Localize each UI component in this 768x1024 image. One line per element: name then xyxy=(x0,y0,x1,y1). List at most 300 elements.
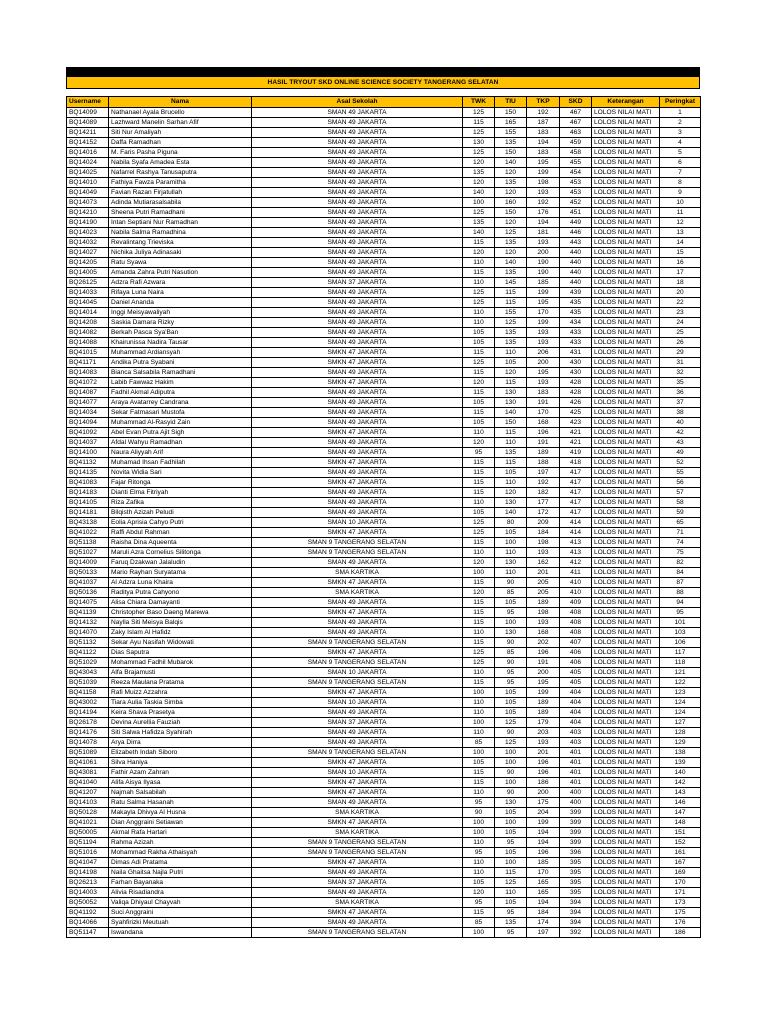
cell-skd: 459 xyxy=(560,138,592,148)
cell-nama: Nafarrel Rashya Tanusaputra xyxy=(109,168,252,178)
cell-skd: 417 xyxy=(560,508,592,518)
cell-nama: Bianca Salsabila Ramadhani xyxy=(109,368,252,378)
cell-keterangan: LOLOS NILAI MATI xyxy=(592,708,660,718)
cell-tkp: 189 xyxy=(527,698,560,708)
cell-twk: 115 xyxy=(463,768,495,778)
cell-keterangan: LOLOS NILAI MATI xyxy=(592,678,660,688)
cell-asal-sekolah: SMAN 49 JAKARTA xyxy=(252,488,463,498)
cell-asal-sekolah: SMAN 9 TANGERANG SELATAN xyxy=(252,748,463,758)
cell-peringkat: 5 xyxy=(660,148,701,158)
cell-tkp: 193 xyxy=(527,328,560,338)
cell-keterangan: LOLOS NILAI MATI xyxy=(592,378,660,388)
cell-skd: 410 xyxy=(560,588,592,598)
cell-keterangan: LOLOS NILAI MATI xyxy=(592,758,660,768)
cell-twk: 110 xyxy=(463,838,495,848)
cell-asal-sekolah: SMKN 47 JAKARTA xyxy=(252,648,463,658)
cell-nama: Riza Zafika xyxy=(109,498,252,508)
cell-twk: 140 xyxy=(463,188,495,198)
cell-nama: Nathanael Ayala Brucello xyxy=(109,108,252,118)
cell-peringkat: 9 xyxy=(660,188,701,198)
cell-tkp: 174 xyxy=(527,918,560,928)
cell-peringkat: 29 xyxy=(660,348,701,358)
cell-tiu: 130 xyxy=(495,628,527,638)
cell-peringkat: 22 xyxy=(660,298,701,308)
cell-peringkat: 52 xyxy=(660,458,701,468)
cell-keterangan: LOLOS NILAI MATI xyxy=(592,518,660,528)
cell-nama: Bilqisth Azizah Peludi xyxy=(109,508,252,518)
cell-tkp: 199 xyxy=(527,288,560,298)
cell-skd: 405 xyxy=(560,668,592,678)
cell-peringkat: 14 xyxy=(660,238,701,248)
cell-twk: 115 xyxy=(463,468,495,478)
cell-asal-sekolah: SMA KARTIKA xyxy=(252,568,463,578)
table-row xyxy=(67,108,701,118)
cell-asal-sekolah: SMAN 9 TANGERANG SELATAN xyxy=(252,848,463,858)
cell-twk: 110 xyxy=(463,318,495,328)
cell-tkp: 176 xyxy=(527,208,560,218)
cell-asal-sekolah: SMAN 49 JAKARTA xyxy=(252,188,463,198)
cell-skd: 455 xyxy=(560,158,592,168)
cell-tiu: 135 xyxy=(495,338,527,348)
cell-asal-sekolah: SMAN 49 JAKARTA xyxy=(252,168,463,178)
table-row xyxy=(67,318,701,328)
cell-skd: 408 xyxy=(560,618,592,628)
cell-keterangan: LOLOS NILAI MATI xyxy=(592,268,660,278)
cell-keterangan: LOLOS NILAI MATI xyxy=(592,458,660,468)
cell-peringkat: 101 xyxy=(660,618,701,628)
cell-peringkat: 128 xyxy=(660,728,701,738)
cell-asal-sekolah: SMKN 47 JAKARTA xyxy=(252,858,463,868)
cell-tkp: 200 xyxy=(527,788,560,798)
cell-nama: Rifaya Luna Naira xyxy=(109,288,252,298)
cell-username: BQ41040 xyxy=(67,778,109,788)
cell-nama: Muhamad Ihsan Fadhilah xyxy=(109,458,252,468)
cell-username: BQ14077 xyxy=(67,398,109,408)
cell-skd: 411 xyxy=(560,568,592,578)
cell-tiu: 80 xyxy=(495,518,527,528)
table-row xyxy=(67,178,701,188)
cell-nama: Silva Haniya xyxy=(109,758,252,768)
cell-twk: 115 xyxy=(463,238,495,248)
cell-nama: M. Faris Pasha Piguna xyxy=(109,148,252,158)
cell-tiu: 100 xyxy=(495,818,527,828)
cell-tiu: 105 xyxy=(495,528,527,538)
cell-tkp: 196 xyxy=(527,428,560,438)
cell-tiu: 155 xyxy=(495,128,527,138)
table-row xyxy=(67,468,701,478)
cell-tiu: 150 xyxy=(495,148,527,158)
cell-peringkat: 12 xyxy=(660,218,701,228)
cell-twk: 110 xyxy=(463,668,495,678)
cell-peringkat: 167 xyxy=(660,858,701,868)
cell-skd: 433 xyxy=(560,338,592,348)
cell-skd: 395 xyxy=(560,888,592,898)
cell-tkp: 191 xyxy=(527,658,560,668)
cell-nama: Mario Rayhan Suryatama xyxy=(109,568,252,578)
cell-twk: 105 xyxy=(463,758,495,768)
cell-tkp: 200 xyxy=(527,248,560,258)
cell-asal-sekolah: SMAN 49 JAKARTA xyxy=(252,338,463,348)
cell-peringkat: 11 xyxy=(660,208,701,218)
cell-peringkat: 143 xyxy=(660,788,701,798)
cell-asal-sekolah: SMAN 49 JAKARTA xyxy=(252,118,463,128)
cell-peringkat: 148 xyxy=(660,818,701,828)
cell-skd: 394 xyxy=(560,918,592,928)
cell-skd: 412 xyxy=(560,558,592,568)
cell-twk: 115 xyxy=(463,488,495,498)
cell-nama: Rahma Azizah xyxy=(109,838,252,848)
cell-peringkat: 129 xyxy=(660,738,701,748)
cell-nama: Naila Ghaitsa Najla Putri xyxy=(109,868,252,878)
cell-skd: 467 xyxy=(560,108,592,118)
cell-peringkat: 127 xyxy=(660,718,701,728)
table-row xyxy=(67,458,701,468)
cell-nama: Saskia Damara Rizky xyxy=(109,318,252,328)
cell-skd: 395 xyxy=(560,868,592,878)
cell-tkp: 162 xyxy=(527,558,560,568)
cell-username: BQ14183 xyxy=(67,488,109,498)
cell-tiu: 125 xyxy=(495,318,527,328)
header-black-bar xyxy=(66,67,700,77)
col-header-tkp: TKP xyxy=(527,97,560,108)
cell-twk: 110 xyxy=(463,858,495,868)
cell-peringkat: 84 xyxy=(660,568,701,578)
cell-username: BQ14073 xyxy=(67,198,109,208)
cell-skd: 435 xyxy=(560,308,592,318)
cell-username: BQ14049 xyxy=(67,188,109,198)
cell-nama: Nichika Juliya Adinasaki xyxy=(109,248,252,258)
cell-username: BQ41061 xyxy=(67,758,109,768)
cell-tkp: 185 xyxy=(527,858,560,868)
table-row xyxy=(67,348,701,358)
cell-tkp: 199 xyxy=(527,688,560,698)
cell-tiu: 85 xyxy=(495,648,527,658)
table-row xyxy=(67,698,701,708)
cell-keterangan: LOLOS NILAI MATI xyxy=(592,808,660,818)
cell-tiu: 115 xyxy=(495,288,527,298)
cell-nama: Iswandana xyxy=(109,928,252,938)
cell-nama: Dias Saputra xyxy=(109,648,252,658)
cell-twk: 110 xyxy=(463,428,495,438)
cell-tiu: 100 xyxy=(495,538,527,548)
cell-tiu: 95 xyxy=(495,928,527,938)
cell-username: BQ51016 xyxy=(67,848,109,858)
cell-keterangan: LOLOS NILAI MATI xyxy=(592,428,660,438)
cell-nama: Muhammad Al-Rasyid Zain xyxy=(109,418,252,428)
cell-username: BQ14045 xyxy=(67,298,109,308)
cell-skd: 403 xyxy=(560,728,592,738)
cell-tiu: 100 xyxy=(495,618,527,628)
cell-peringkat: 171 xyxy=(660,888,701,898)
cell-username: BQ51039 xyxy=(67,678,109,688)
cell-keterangan: LOLOS NILAI MATI xyxy=(592,208,660,218)
cell-tiu: 110 xyxy=(495,888,527,898)
table-row xyxy=(67,298,701,308)
cell-username: BQ26213 xyxy=(67,878,109,888)
cell-username: BQ51138 xyxy=(67,538,109,548)
cell-skd: 405 xyxy=(560,678,592,688)
cell-peringkat: 15 xyxy=(660,248,701,258)
table-row xyxy=(67,688,701,698)
cell-keterangan: LOLOS NILAI MATI xyxy=(592,648,660,658)
cell-asal-sekolah: SMKN 47 JAKARTA xyxy=(252,788,463,798)
cell-asal-sekolah: SMKN 47 JAKARTA xyxy=(252,378,463,388)
cell-username: BQ14208 xyxy=(67,318,109,328)
cell-tiu: 150 xyxy=(495,208,527,218)
cell-peringkat: 40 xyxy=(660,418,701,428)
cell-username: BQ14032 xyxy=(67,238,109,248)
cell-keterangan: LOLOS NILAI MATI xyxy=(592,328,660,338)
cell-nama: Ratu Salma Hasanah xyxy=(109,798,252,808)
cell-tkp: 192 xyxy=(527,108,560,118)
cell-twk: 85 xyxy=(463,918,495,928)
cell-keterangan: LOLOS NILAI MATI xyxy=(592,338,660,348)
cell-skd: 404 xyxy=(560,688,592,698)
cell-nama: Siti Nur Amaliyah xyxy=(109,128,252,138)
cell-tiu: 150 xyxy=(495,418,527,428)
table-row xyxy=(67,618,701,628)
cell-tkp: 192 xyxy=(527,198,560,208)
cell-twk: 110 xyxy=(463,788,495,798)
cell-twk: 115 xyxy=(463,478,495,488)
cell-tiu: 135 xyxy=(495,138,527,148)
table-row xyxy=(67,858,701,868)
cell-peringkat: 25 xyxy=(660,328,701,338)
cell-tiu: 150 xyxy=(495,108,527,118)
table-row xyxy=(67,558,701,568)
cell-asal-sekolah: SMAN 9 TANGERANG SELATAN xyxy=(252,838,463,848)
cell-tkp: 197 xyxy=(527,468,560,478)
cell-peringkat: 1 xyxy=(660,108,701,118)
cell-keterangan: LOLOS NILAI MATI xyxy=(592,128,660,138)
cell-twk: 135 xyxy=(463,168,495,178)
cell-tkp: 198 xyxy=(527,608,560,618)
cell-peringkat: 124 xyxy=(660,698,701,708)
cell-keterangan: LOLOS NILAI MATI xyxy=(592,858,660,868)
cell-nama: Muhammad Ardiansyah xyxy=(109,348,252,358)
cell-tiu: 90 xyxy=(495,768,527,778)
cell-peringkat: 55 xyxy=(660,468,701,478)
cell-asal-sekolah: SMAN 9 TANGERANG SELATAN xyxy=(252,548,463,558)
table-row xyxy=(67,738,701,748)
table-row xyxy=(67,928,701,938)
cell-skd: 451 xyxy=(560,208,592,218)
cell-tiu: 105 xyxy=(495,598,527,608)
cell-skd: 406 xyxy=(560,648,592,658)
cell-tiu: 120 xyxy=(495,168,527,178)
cell-username: BQ41037 xyxy=(67,578,109,588)
cell-peringkat: 4 xyxy=(660,138,701,148)
cell-nama: Alisa Chiara Damayanti xyxy=(109,598,252,608)
cell-skd: 404 xyxy=(560,718,592,728)
cell-nama: Daniel Ananda xyxy=(109,298,252,308)
cell-tiu: 85 xyxy=(495,588,527,598)
cell-skd: 439 xyxy=(560,288,592,298)
cell-asal-sekolah: SMKN 47 JAKARTA xyxy=(252,688,463,698)
cell-keterangan: LOLOS NILAI MATI xyxy=(592,728,660,738)
cell-username: BQ43081 xyxy=(67,768,109,778)
cell-tkp: 194 xyxy=(527,828,560,838)
cell-tiu: 125 xyxy=(495,718,527,728)
cell-twk: 110 xyxy=(463,698,495,708)
cell-asal-sekolah: SMKN 47 JAKARTA xyxy=(252,528,463,538)
cell-keterangan: LOLOS NILAI MATI xyxy=(592,138,660,148)
cell-twk: 95 xyxy=(463,448,495,458)
cell-nama: Fajar Ritonga xyxy=(109,478,252,488)
cell-asal-sekolah: SMKN 47 JAKARTA xyxy=(252,608,463,618)
cell-username: BQ14075 xyxy=(67,598,109,608)
cell-asal-sekolah: SMAN 49 JAKARTA xyxy=(252,258,463,268)
cell-skd: 399 xyxy=(560,828,592,838)
cell-username: BQ50128 xyxy=(67,808,109,818)
cell-nama: Reeza Maulana Pratama xyxy=(109,678,252,688)
table-row xyxy=(67,908,701,918)
cell-keterangan: LOLOS NILAI MATI xyxy=(592,258,660,268)
table-row xyxy=(67,538,701,548)
cell-nama: Sekar Fatmasari Mustofa xyxy=(109,408,252,418)
table-row xyxy=(67,138,701,148)
cell-peringkat: 142 xyxy=(660,778,701,788)
cell-tiu: 110 xyxy=(495,548,527,558)
cell-twk: 115 xyxy=(463,408,495,418)
cell-tiu: 90 xyxy=(495,728,527,738)
cell-keterangan: LOLOS NILAI MATI xyxy=(592,508,660,518)
cell-peringkat: 161 xyxy=(660,848,701,858)
cell-twk: 115 xyxy=(463,118,495,128)
cell-asal-sekolah: SMAN 49 JAKARTA xyxy=(252,798,463,808)
cell-nama: Siti Salwa Hafidza Syahirah xyxy=(109,728,252,738)
cell-tiu: 140 xyxy=(495,508,527,518)
cell-asal-sekolah: SMAN 49 JAKARTA xyxy=(252,178,463,188)
cell-skd: 395 xyxy=(560,878,592,888)
cell-keterangan: LOLOS NILAI MATI xyxy=(592,918,660,928)
table-row xyxy=(67,278,701,288)
cell-skd: 421 xyxy=(560,438,592,448)
cell-tkp: 191 xyxy=(527,438,560,448)
cell-keterangan: LOLOS NILAI MATI xyxy=(592,118,660,128)
cell-tkp: 204 xyxy=(527,808,560,818)
cell-tiu: 105 xyxy=(495,468,527,478)
cell-tiu: 135 xyxy=(495,918,527,928)
cell-asal-sekolah: SMAN 49 JAKARTA xyxy=(252,918,463,928)
cell-keterangan: LOLOS NILAI MATI xyxy=(592,228,660,238)
cell-tiu: 100 xyxy=(495,778,527,788)
cell-asal-sekolah: SMAN 49 JAKARTA xyxy=(252,128,463,138)
cell-peringkat: 13 xyxy=(660,228,701,238)
cell-peringkat: 88 xyxy=(660,588,701,598)
cell-skd: 417 xyxy=(560,468,592,478)
cell-keterangan: LOLOS NILAI MATI xyxy=(592,768,660,778)
cell-keterangan: LOLOS NILAI MATI xyxy=(592,298,660,308)
cell-username: BQ14009 xyxy=(67,558,109,568)
cell-nama: Abel Evan Putra Ajit Sigh xyxy=(109,428,252,438)
table-row xyxy=(67,208,701,218)
cell-username: BQ14099 xyxy=(67,108,109,118)
table-row xyxy=(67,778,701,788)
cell-asal-sekolah: SMAN 49 JAKARTA xyxy=(252,228,463,238)
cell-nama: Alifa Aisya Ilyasa xyxy=(109,778,252,788)
col-header-nama: Nama xyxy=(109,97,252,108)
cell-nama: Alfa Brajamusti xyxy=(109,668,252,678)
col-header-twk: TWK xyxy=(463,97,495,108)
cell-username: BQ14089 xyxy=(67,118,109,128)
cell-nama: Sekar Ayu Nasifah Widowati xyxy=(109,638,252,648)
cell-twk: 120 xyxy=(463,558,495,568)
table-row xyxy=(67,768,701,778)
cell-username: BQ14034 xyxy=(67,408,109,418)
cell-twk: 115 xyxy=(463,678,495,688)
cell-skd: 399 xyxy=(560,818,592,828)
cell-tiu: 130 xyxy=(495,798,527,808)
cell-asal-sekolah: SMAN 49 JAKARTA xyxy=(252,738,463,748)
cell-asal-sekolah: SMAN 10 JAKARTA xyxy=(252,768,463,778)
cell-asal-sekolah: SMAN 10 JAKARTA xyxy=(252,668,463,678)
table-row xyxy=(67,248,701,258)
table-row xyxy=(67,638,701,648)
cell-username: BQ14105 xyxy=(67,498,109,508)
table-row xyxy=(67,498,701,508)
cell-asal-sekolah: SMA KARTIKA xyxy=(252,898,463,908)
cell-tkp: 193 xyxy=(527,618,560,628)
table-row xyxy=(67,198,701,208)
cell-keterangan: LOLOS NILAI MATI xyxy=(592,248,660,258)
cell-tiu: 105 xyxy=(495,808,527,818)
cell-skd: 394 xyxy=(560,908,592,918)
cell-username: BQ41171 xyxy=(67,358,109,368)
cell-tiu: 110 xyxy=(495,568,527,578)
cell-tkp: 199 xyxy=(527,168,560,178)
cell-twk: 100 xyxy=(463,568,495,578)
cell-nama: Dimas Adi Pratama xyxy=(109,858,252,868)
table-row xyxy=(67,438,701,448)
cell-skd: 433 xyxy=(560,328,592,338)
cell-peringkat: 56 xyxy=(660,478,701,488)
cell-twk: 115 xyxy=(463,908,495,918)
sheet-title: HASIL TRYOUT SKD ONLINE SCIENCE SOCIETY TANGERANG SELATAN xyxy=(66,77,700,89)
cell-keterangan: LOLOS NILAI MATI xyxy=(592,108,660,118)
cell-skd: 423 xyxy=(560,418,592,428)
cell-twk: 140 xyxy=(463,228,495,238)
table-row xyxy=(67,128,701,138)
cell-username: BQ14082 xyxy=(67,328,109,338)
cell-twk: 135 xyxy=(463,218,495,228)
cell-peringkat: 139 xyxy=(660,758,701,768)
cell-nama: Devina Aurellia Fauziah xyxy=(109,718,252,728)
cell-keterangan: LOLOS NILAI MATI xyxy=(592,788,660,798)
cell-keterangan: LOLOS NILAI MATI xyxy=(592,548,660,558)
cell-tkp: 196 xyxy=(527,758,560,768)
cell-twk: 120 xyxy=(463,888,495,898)
cell-keterangan: LOLOS NILAI MATI xyxy=(592,198,660,208)
cell-skd: 428 xyxy=(560,378,592,388)
cell-peringkat: 151 xyxy=(660,828,701,838)
cell-twk: 115 xyxy=(463,368,495,378)
cell-tiu: 140 xyxy=(495,408,527,418)
cell-username: BQ14025 xyxy=(67,168,109,178)
cell-tkp: 170 xyxy=(527,868,560,878)
results-sheet xyxy=(66,67,700,938)
cell-skd: 418 xyxy=(560,458,592,468)
cell-tkp: 192 xyxy=(527,478,560,488)
cell-twk: 120 xyxy=(463,378,495,388)
cell-tkp: 175 xyxy=(527,798,560,808)
cell-twk: 85 xyxy=(463,738,495,748)
header-spacer xyxy=(66,89,700,96)
cell-nama: Fathiya Fawza Paramitha xyxy=(109,178,252,188)
cell-tkp: 202 xyxy=(527,638,560,648)
cell-tkp: 184 xyxy=(527,908,560,918)
table-row xyxy=(67,798,701,808)
